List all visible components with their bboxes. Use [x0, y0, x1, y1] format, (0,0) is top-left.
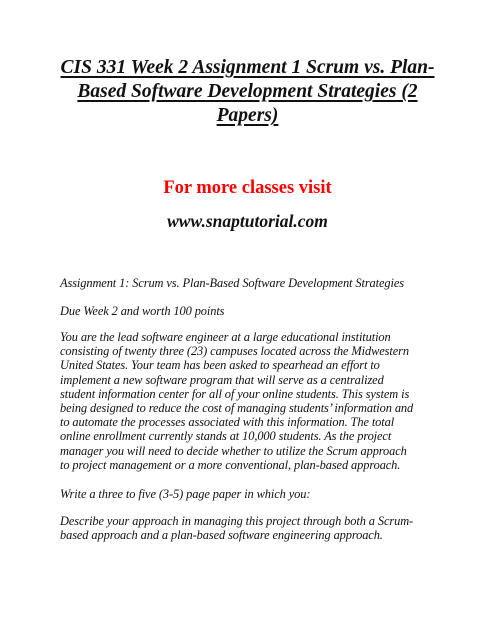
assignment-heading: Assignment 1: Scrum vs. Plan-Based Software Development Strategies	[60, 276, 404, 290]
paragraph-line: online enrollment currently stands at 10,000 students. As the project	[60, 429, 392, 444]
paragraph-line: Describe your approach in managing this project through both a Scrum-	[60, 514, 414, 528]
website-text: www.snaptutorial.com	[167, 211, 328, 231]
paragraph-line: consisting of twenty three (23) campuses located across the Midwestern	[60, 344, 409, 359]
title-line: CIS 331 Week 2 Assignment 1 Scrum vs. Plan-	[60, 57, 435, 78]
paragraph-line: implement a new software program that will serve as a centralized	[60, 372, 384, 387]
title-line: Based Software Development Strategies (2	[77, 81, 418, 102]
intro-paragraph	[60, 330, 438, 472]
due-line: Due Week 2 and worth 100 points	[60, 304, 225, 318]
document-title	[40, 56, 455, 128]
paragraph-line: United States. Your team has been asked to spearhead an effort to	[60, 358, 380, 373]
paragraph-line: being designed to reduce the cost of managing students’ information and	[60, 401, 414, 416]
promo-text: For more classes visit	[163, 178, 332, 198]
paragraph-line: to automate the processes associated with this information. The total	[60, 415, 395, 430]
paragraph-line: student information center for all of your online students. This system is	[60, 386, 410, 401]
requirement-paragraph	[60, 514, 438, 542]
paragraph-line: based approach and a plan-based software engineering approach.	[60, 528, 383, 543]
paragraph-line: You are the lead software engineer at a large educational institution	[60, 330, 391, 344]
title-line: Papers)	[216, 105, 279, 126]
paragraph-line: to project management or a more conventional, plan-based approach.	[60, 457, 401, 472]
paragraph-line: manager you will need to decide whether to utilize the Scrum approach	[60, 443, 407, 458]
instruction-line: Write a three to five (3-5) page paper in which you:	[60, 487, 311, 501]
